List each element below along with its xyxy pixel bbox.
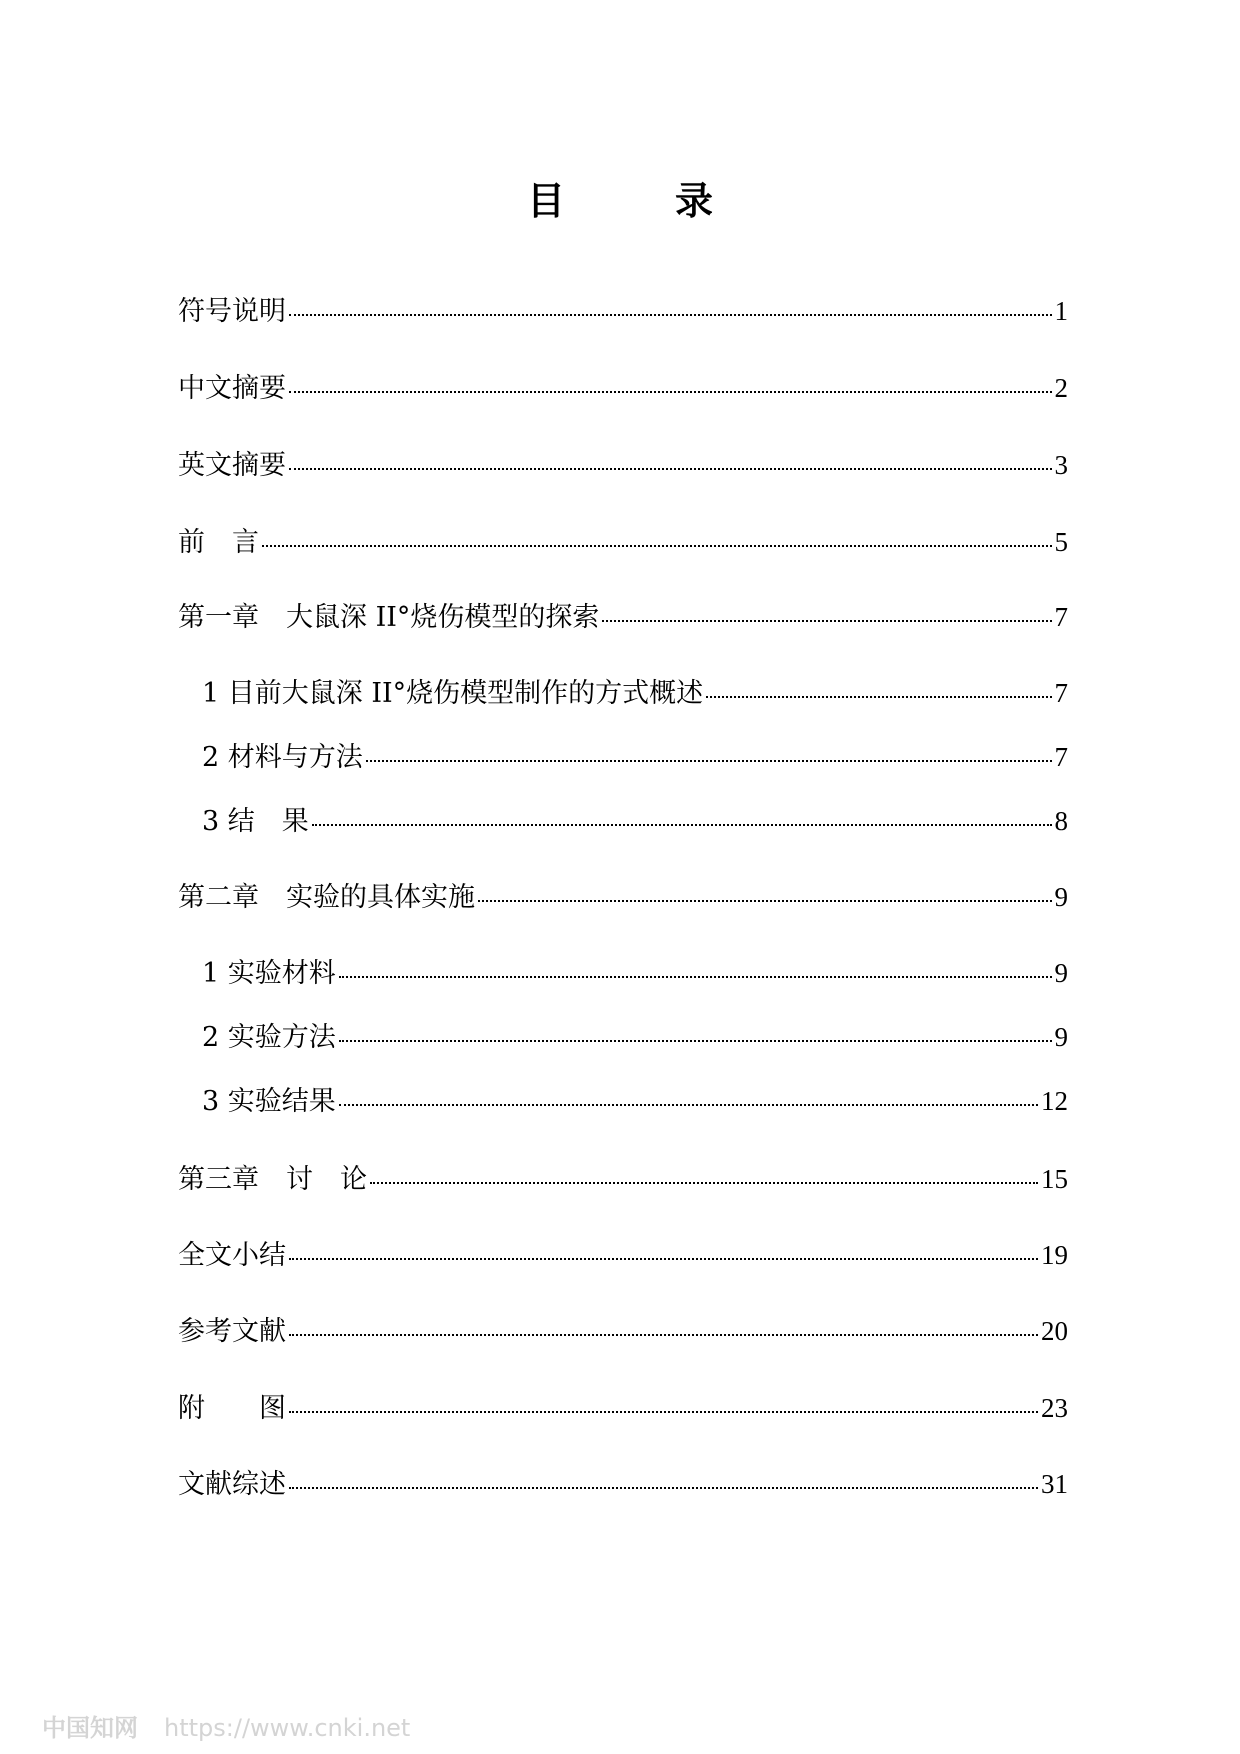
toc-entry[interactable]	[202, 801, 1068, 841]
toc-entry[interactable]	[202, 673, 1068, 713]
toc-entry[interactable]	[178, 1464, 1068, 1504]
toc-entry-page: 2	[1054, 373, 1068, 403]
toc-dot-leader	[602, 620, 1051, 622]
toc-entry[interactable]	[202, 737, 1068, 777]
toc-entry-page: 19	[1041, 1240, 1068, 1270]
toc-entry[interactable]	[178, 877, 1068, 917]
toc-entry-title: 1 目前大鼠深 II°烧伤模型制作的方式概述	[202, 678, 704, 709]
toc-entry-page: 20	[1041, 1316, 1068, 1346]
toc-entry-title: 全文小结	[178, 1240, 286, 1271]
toc-entry[interactable]	[178, 291, 1068, 331]
toc-dot-leader	[339, 976, 1052, 978]
toc-entry[interactable]	[178, 445, 1068, 485]
toc-dot-leader	[289, 314, 1052, 316]
toc-dot-leader	[478, 900, 1052, 902]
toc-entry-title: 中文摘要	[178, 373, 286, 404]
toc-dot-leader	[312, 824, 1052, 826]
toc-entry-page: 31	[1041, 1469, 1068, 1499]
toc-dot-leader	[339, 1104, 1038, 1106]
toc-entry-page: 5	[1054, 527, 1068, 557]
watermark	[42, 1708, 410, 1743]
toc-entry-page: 7	[1054, 602, 1068, 632]
toc-entry[interactable]	[178, 1235, 1068, 1275]
toc-entry[interactable]	[202, 1017, 1068, 1057]
toc-entry-page: 9	[1054, 1022, 1068, 1052]
toc-entry-title: 英文摘要	[178, 450, 286, 481]
toc-entry-title: 符号说明	[178, 296, 286, 327]
toc-dot-leader	[366, 760, 1052, 762]
toc-entry-title: 3 结 果	[202, 806, 309, 837]
toc-entry-title: 2 材料与方法	[202, 742, 363, 773]
toc-entry-title: 前 言	[178, 527, 259, 558]
toc-entry-page: 8	[1054, 806, 1068, 836]
toc-entry-page: 9	[1054, 958, 1068, 988]
toc-entry-page: 9	[1054, 882, 1068, 912]
toc-dot-leader	[339, 1040, 1052, 1042]
watermark-url: https://www.cnki.net	[164, 1714, 411, 1742]
toc-entry-title: 第一章 大鼠深 II°烧伤模型的探索	[178, 602, 600, 633]
toc-dot-leader	[289, 468, 1052, 470]
toc-entry-page: 3	[1054, 450, 1068, 480]
toc-entry-page: 15	[1041, 1164, 1068, 1194]
toc-dot-leader	[370, 1182, 1038, 1184]
toc-entry[interactable]	[202, 953, 1068, 993]
toc-entry-title: 3 实验结果	[202, 1086, 336, 1117]
toc-dot-leader	[706, 696, 1051, 698]
toc-entry-title: 第二章 实验的具体实施	[178, 882, 475, 913]
toc-entry-page: 23	[1041, 1393, 1068, 1423]
toc-entry[interactable]	[178, 1159, 1068, 1199]
toc-entry-page: 7	[1054, 678, 1068, 708]
toc-entry-page: 12	[1041, 1086, 1068, 1116]
page-title: 目 录	[526, 179, 749, 223]
toc-entry-title: 文献综述	[178, 1469, 286, 1500]
watermark-brand: 中国知网	[42, 1714, 138, 1742]
toc-entry[interactable]	[202, 1081, 1068, 1121]
toc-entry-title: 附 图	[178, 1393, 286, 1424]
toc-entry-title: 参考文献	[178, 1316, 286, 1347]
toc-entry-title: 第三章 讨 论	[178, 1164, 367, 1195]
toc-dot-leader	[262, 545, 1052, 547]
toc-dot-leader	[289, 391, 1052, 393]
toc-dot-leader	[289, 1258, 1038, 1260]
toc-entry[interactable]	[178, 1311, 1068, 1351]
toc-entry-page: 1	[1054, 296, 1068, 326]
toc-entry[interactable]	[178, 368, 1068, 408]
toc-entry[interactable]	[178, 1388, 1068, 1428]
toc-entry-title: 2 实验方法	[202, 1022, 336, 1053]
toc-dot-leader	[289, 1334, 1038, 1336]
toc-dot-leader	[289, 1487, 1038, 1489]
toc-dot-leader	[289, 1411, 1038, 1413]
toc-entry[interactable]	[178, 522, 1068, 562]
toc-entry-title: 1 实验材料	[202, 958, 336, 989]
toc-entry[interactable]	[178, 597, 1068, 637]
toc-entry-page: 7	[1054, 742, 1068, 772]
